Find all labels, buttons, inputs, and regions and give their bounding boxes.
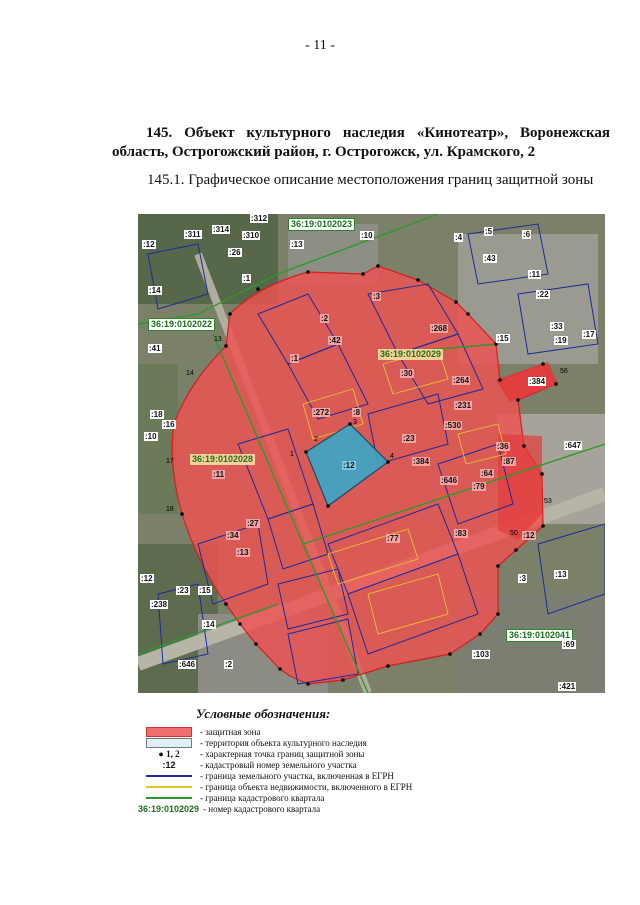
object-heading: 145. Объект культурного наследия «Кинотеатр», Воронежская область, Острогожский район, г. Острогожск, ул. Крамского, 2 xyxy=(112,125,610,160)
legend-text: - кадастровый номер земельного участка xyxy=(200,759,357,770)
parcel-label: :3 xyxy=(373,292,381,301)
point-symbol: ● 1, 2 xyxy=(158,748,180,759)
legend-row-parcel-line xyxy=(138,770,498,781)
legend-row-quarter-line xyxy=(138,792,498,803)
parcel-label: :1 xyxy=(291,354,299,363)
parcel-label: :2 xyxy=(321,314,329,323)
parcel-label: :1 xyxy=(243,274,251,283)
quarter-line-swatch xyxy=(146,797,192,799)
legend-title: Условные обозначения: xyxy=(196,706,331,721)
quarter-number-symbol: 36:19:0102029 xyxy=(138,803,200,814)
parcel-label: :10 xyxy=(361,231,373,240)
legend-row-heritage xyxy=(138,737,498,748)
parcel-label: :42 xyxy=(329,336,341,345)
parcel-label: :14 xyxy=(149,286,161,295)
parcel-label: :41 xyxy=(149,344,161,353)
point-number: 2 xyxy=(314,436,318,443)
legend-text: - территория объекта культурного наследия xyxy=(200,737,367,748)
parcel-label: :12 xyxy=(523,531,535,540)
parcel-label: :15 xyxy=(497,334,509,343)
parcel-label: :14 xyxy=(203,620,215,629)
parcel-label: :33 xyxy=(551,322,563,331)
parcel-label: :16 xyxy=(163,420,175,429)
parcel-label: :13 xyxy=(237,548,249,557)
parcel-label: :384 xyxy=(529,377,546,386)
parcel-label: :36 xyxy=(497,442,509,451)
parcel-label: :314 xyxy=(213,225,230,234)
parcel-label: :26 xyxy=(229,248,241,257)
zone-swatch xyxy=(146,727,192,737)
parcel-label: :64 xyxy=(481,469,493,478)
parcel-label: :646 xyxy=(441,476,458,485)
point-number: 14 xyxy=(186,370,194,377)
point-number: 53 xyxy=(544,498,552,505)
page-number: - 11 - xyxy=(305,38,335,53)
quarter-label: 36:19:0102028 xyxy=(192,454,254,464)
parcel-label: :12 xyxy=(143,240,155,249)
quarter-label: 36:19:0102022 xyxy=(148,318,215,331)
parcel-label: :43 xyxy=(484,254,496,263)
legend-text: - защитная зона xyxy=(200,726,261,737)
parcel-label: :3 xyxy=(519,574,527,583)
parcel-label: :12 xyxy=(141,574,153,583)
parcel-label: :272 xyxy=(313,408,330,417)
parcel-label: :310 xyxy=(243,231,260,240)
parcel-label: :69 xyxy=(563,640,575,649)
point-number: 1 xyxy=(290,451,294,458)
point-number: 4 xyxy=(390,453,394,460)
cadastral-symbol: :12 xyxy=(162,759,176,770)
parcel-label: :13 xyxy=(291,240,303,249)
quarter-label: 36:19:0102023 xyxy=(288,218,355,231)
map-legend xyxy=(138,706,498,814)
parcel-label: :646 xyxy=(179,660,196,669)
realty-line-swatch xyxy=(146,786,192,788)
parcel-label: :19 xyxy=(555,336,567,345)
parcel-label: :6 xyxy=(523,230,531,239)
legend-row-point xyxy=(138,748,498,759)
parcel-line-swatch xyxy=(146,775,192,777)
point-number: 50 xyxy=(510,530,518,537)
parcel-label: :23 xyxy=(177,586,189,595)
parcel-label: :5 xyxy=(485,227,493,236)
legend-text: - номер кадастрового квартала xyxy=(203,803,321,814)
point-number: 13 xyxy=(214,336,222,343)
parcel-label: :4 xyxy=(455,233,463,242)
parcel-label: :27 xyxy=(247,519,259,528)
point-number: 3 xyxy=(353,419,357,426)
parcel-label: :34 xyxy=(227,531,239,540)
point-number: 17 xyxy=(166,458,174,465)
parcel-label: :30 xyxy=(401,369,413,378)
parcel-label: :79 xyxy=(473,482,485,491)
parcel-label: :8 xyxy=(353,408,361,417)
parcel-label: :311 xyxy=(185,230,201,239)
parcel-label: :11 xyxy=(529,270,541,279)
legend-text: - граница земельного участка, включенная в ЕГРН xyxy=(200,770,394,781)
parcel-label: :11 xyxy=(213,470,225,479)
legend-text: - граница объекта недвижимости, включенного в ЕГРН xyxy=(200,781,413,792)
parcel-label: :312 xyxy=(251,214,268,223)
parcel-label: :268 xyxy=(431,324,448,333)
point-number: 56 xyxy=(560,368,568,375)
parcel-label: :238 xyxy=(151,600,168,609)
parcel-label: :13 xyxy=(555,570,567,579)
parcel-label: :10 xyxy=(145,432,157,441)
legend-row-cadastral xyxy=(138,759,498,770)
protection-zone-map xyxy=(138,214,605,693)
parcel-label: :103 xyxy=(473,650,490,659)
legend-text: - граница кадастрового квартала xyxy=(200,792,325,803)
point-number: 18 xyxy=(166,506,174,513)
legend-text: - характерная точка границ защитной зоны xyxy=(200,748,365,759)
legend-row-zone xyxy=(138,726,498,737)
heritage-swatch xyxy=(146,738,192,748)
legend-row-quarter-number xyxy=(138,803,498,814)
parcel-label: :87 xyxy=(503,457,515,466)
legend-row-realty-line xyxy=(138,781,498,792)
heritage-parcel-label: :12 xyxy=(343,461,355,470)
parcel-label: :647 xyxy=(565,441,582,450)
parcel-label: :264 xyxy=(453,376,470,385)
quarter-label: 36:19:0102029 xyxy=(380,349,442,359)
parcel-label: :17 xyxy=(583,330,595,339)
parcel-label: :23 xyxy=(403,434,415,443)
parcel-label: :22 xyxy=(537,290,549,299)
parcel-label: :15 xyxy=(199,586,211,595)
parcel-label: :83 xyxy=(455,529,467,538)
parcel-label: :231 xyxy=(455,401,472,410)
parcel-label: :2 xyxy=(225,660,233,669)
section-subheading: 145.1. Графическое описание местоположения границ защитной зоны xyxy=(147,172,594,188)
parcel-label: :384 xyxy=(413,457,430,466)
quarter-label: 36:19:0102041 xyxy=(506,629,573,642)
parcel-label: :421 xyxy=(559,682,576,691)
parcel-label: :18 xyxy=(151,410,163,419)
parcel-label: :530 xyxy=(445,421,462,430)
parcel-label: :77 xyxy=(387,534,399,543)
